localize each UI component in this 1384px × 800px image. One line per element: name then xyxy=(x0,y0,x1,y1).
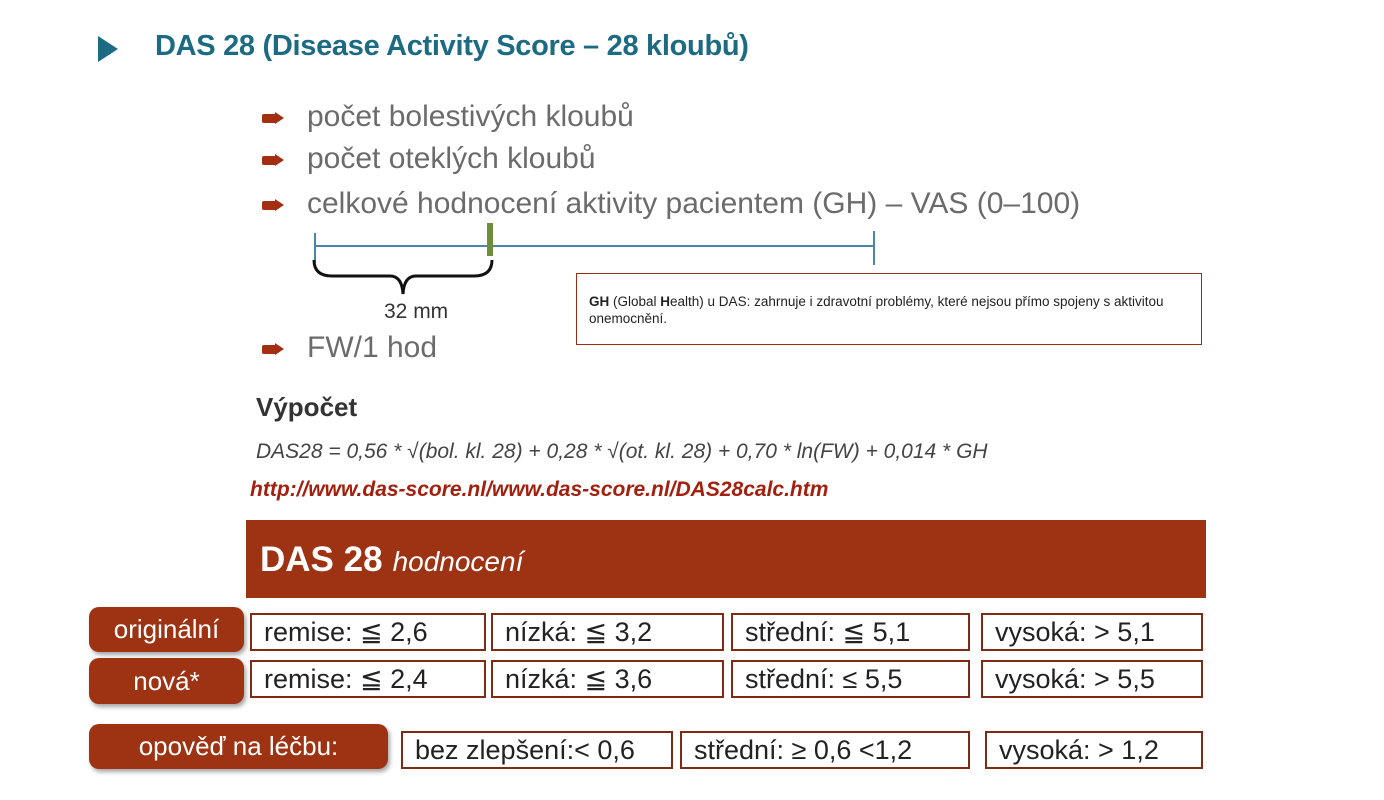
bullet-text-global-health: celkové hodnocení aktivity pacientem (GH) – VAS (0–100) xyxy=(307,187,1081,220)
cell-new-remission: remise: ≦ 2,4 xyxy=(250,660,486,698)
bullet-arrow-icon xyxy=(262,112,288,124)
note-bold-h: H xyxy=(660,294,671,309)
cell-original-moderate: střední: ≦ 5,1 xyxy=(731,613,970,651)
note-text: (Global xyxy=(609,294,661,309)
cell-new-low: nízká: ≦ 3,6 xyxy=(491,660,724,698)
vas-end-tick xyxy=(873,231,875,265)
bullet-arrow-icon xyxy=(262,154,288,166)
das28-formula: DAS28 = 0,56 * √(bol. kl. 28) + 0,28 * √(ot. kl. 28) + 0,70 * ln(FW) + 0,014 * GH xyxy=(256,440,988,463)
cell-response-moderate: střední: ≥ 0,6 <1,2 xyxy=(680,731,970,769)
cell-new-moderate: střední: ≤ 5,5 xyxy=(731,660,970,698)
cell-original-high: vysoká: > 5,1 xyxy=(981,613,1203,651)
cell-response-none: bez zlepšení:< 0,6 xyxy=(401,731,673,769)
vas-scale-line xyxy=(316,245,874,247)
note-text: ealth) u DAS: zahrnuje i zdravotní problémy, které nejsou přímo spojeny s aktivitou onemocnění. xyxy=(589,294,1164,326)
bullet-text-painful-joints: počet bolestivých kloubů xyxy=(307,100,634,133)
das-score-link[interactable]: http://www.das-score.nl/www.das-score.nl/DAS28calc.htm xyxy=(250,478,829,501)
bullet-arrow-icon xyxy=(262,199,288,211)
cell-response-high: vysoká: > 1,2 xyxy=(985,731,1203,769)
cell-new-high: vysoká: > 5,5 xyxy=(981,660,1203,698)
curly-brace-icon xyxy=(310,258,496,298)
row-label-original: originální xyxy=(89,607,244,652)
gh-note-box xyxy=(576,273,1202,345)
calculation-heading: Výpočet xyxy=(256,392,358,422)
banner-title: DAS 28 xyxy=(260,540,383,579)
cell-original-remission: remise: ≦ 2,6 xyxy=(250,613,486,651)
bullet-text-fw: FW/1 hod xyxy=(307,331,438,364)
evaluation-banner xyxy=(246,520,1206,598)
note-bold-gh: GH xyxy=(589,294,610,309)
cell-original-low: nízká: ≦ 3,2 xyxy=(491,613,724,651)
vas-value-marker xyxy=(487,223,493,256)
bullet-arrow-icon xyxy=(262,343,288,355)
vas-measure-label: 32 mm xyxy=(384,300,449,323)
page-title: DAS 28 (Disease Activity Score – 28 kloubů) xyxy=(155,30,749,62)
row-label-new: nová* xyxy=(89,658,244,704)
banner-subtitle: hodnocení xyxy=(392,546,524,577)
bullet-text-swollen-joints: počet oteklých kloubů xyxy=(307,142,596,175)
row-label-treatment-response: opověď na léčbu: xyxy=(89,724,388,769)
title-arrow-icon xyxy=(98,36,118,62)
